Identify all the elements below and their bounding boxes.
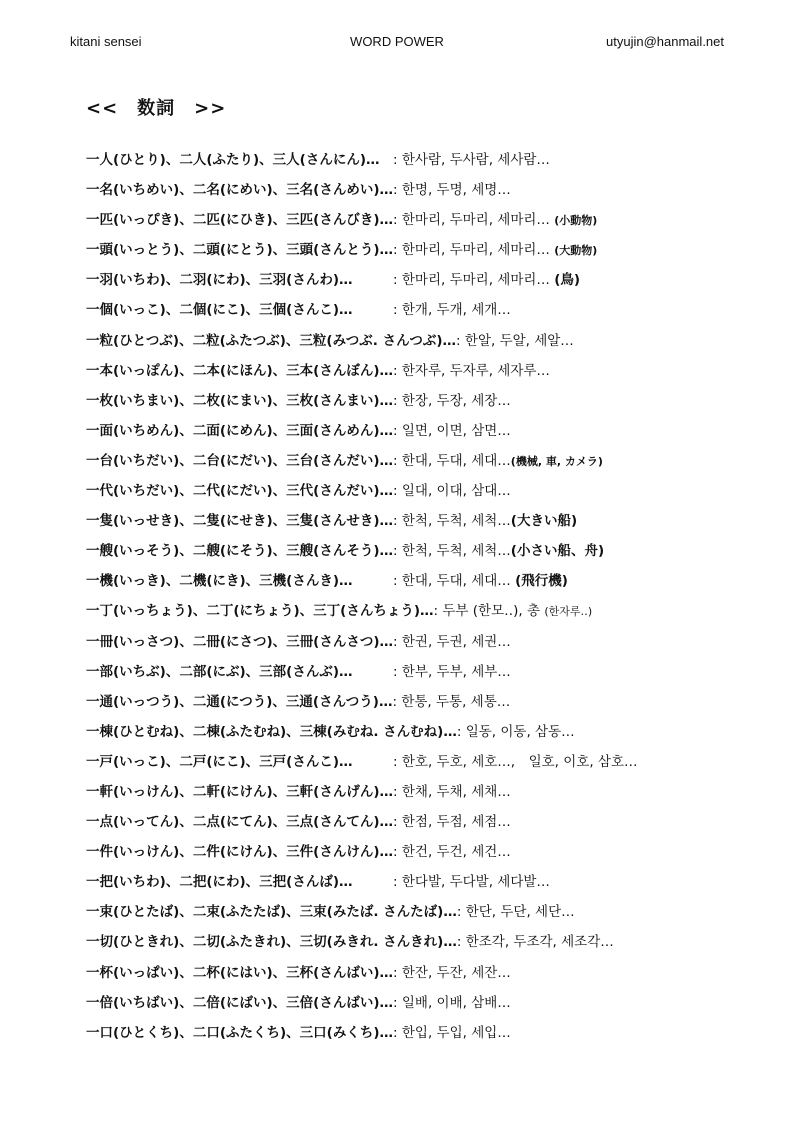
list-item	[86, 145, 776, 175]
korean-translation: 한대, 두대, 세대…	[397, 573, 511, 590]
separator: :	[456, 332, 461, 349]
usage-note: (大きい船)	[510, 513, 578, 530]
japanese-counter: 一台(いちだい)、二台(にだい)、三台(さんだい)…	[86, 452, 394, 469]
korean-translation: 한명, 두명, 세명…	[397, 182, 511, 199]
usage-note: (小動物)	[554, 214, 598, 228]
separator: :	[352, 663, 398, 680]
japanese-counter: 一倍(いちばい)、二倍(にばい)、三倍(さんばい)…	[86, 994, 394, 1011]
list-item	[86, 807, 776, 837]
list-item	[86, 867, 776, 897]
list-item	[86, 747, 776, 777]
list-item	[86, 958, 776, 988]
usage-note: (한자루‥)	[544, 605, 593, 619]
japanese-counter: 一個(いっこ)、二個(にこ)、三個(さんこ)…	[86, 302, 353, 319]
korean-translation: 일면, 이면, 삼면…	[397, 422, 511, 439]
korean-translation: 한권, 두권, 세권…	[397, 633, 511, 650]
japanese-counter: 一部(いちぶ)、二部(にぶ)、三部(さんぶ)…	[86, 663, 353, 680]
japanese-counter: 一束(ひとたば)、二束(ふたたば)、三束(みたば. さんたば)…	[86, 904, 457, 921]
separator: :	[393, 212, 398, 229]
korean-translation: 한조각, 두조각, 세조각…	[461, 934, 614, 951]
list-item	[86, 295, 776, 325]
separator: :	[393, 362, 398, 379]
korean-translation: 한단, 두단, 세단…	[461, 904, 575, 921]
japanese-counter: 一面(いちめん)、二面(にめん)、三面(さんめん)…	[86, 422, 394, 439]
usage-note: (飛行機)	[515, 573, 568, 590]
usage-note: (鳥)	[554, 272, 581, 289]
separator: :	[393, 182, 398, 199]
japanese-counter: 一本(いっぽん)、二本(にほん)、三本(さんぼん)…	[86, 362, 394, 379]
separator: :	[352, 573, 398, 590]
japanese-counter: 一把(いちわ)、二把(にわ)、三把(さんば)…	[86, 874, 353, 891]
separator: :	[393, 844, 398, 861]
list-item	[86, 927, 776, 957]
japanese-counter: 一通(いっつう)、二通(につう)、三通(さんつう)…	[86, 693, 393, 710]
list-item	[86, 175, 776, 205]
japanese-counter: 一人(ひとり)、二人(ふたり)、三人(さんにん)…	[86, 152, 380, 168]
list-item	[86, 988, 776, 1018]
korean-translation: 한부, 두부, 세부…	[397, 663, 511, 680]
japanese-counter: 一羽(いちわ)、二羽(にわ)、三羽(さんわ)…	[86, 272, 353, 289]
list-item	[86, 657, 776, 687]
usage-note: (大動物)	[554, 244, 598, 258]
japanese-counter: 一名(いちめい)、二名(にめい)、三名(さんめい)…	[86, 182, 394, 199]
list-item	[86, 235, 776, 265]
korean-translation: 한장, 두장, 세장…	[397, 392, 511, 409]
japanese-counter: 一丁(いっちょう)、二丁(にちょう)、三丁(さんちょう)…	[86, 603, 434, 620]
japanese-counter: 一隻(いっせき)、二隻(にせき)、三隻(さんせき)…	[86, 513, 394, 530]
separator: :	[393, 422, 398, 439]
list-item	[86, 1018, 776, 1048]
korean-translation: 한입, 두입, 세입…	[397, 1024, 511, 1041]
japanese-counter: 一冊(いっさつ)、二冊(にさつ)、三冊(さんさつ)…	[86, 633, 394, 650]
separator: :	[393, 994, 398, 1011]
list-item	[86, 717, 776, 747]
korean-translation: 한자루, 두자루, 세자루…	[397, 362, 550, 379]
korean-translation: 한대, 두대, 세대…	[397, 452, 511, 469]
japanese-counter: 一点(いってん)、二点(にてん)、三点(さんてん)…	[86, 814, 394, 831]
list-item	[86, 476, 776, 506]
korean-translation: 일대, 이대, 삼대…	[397, 483, 511, 500]
separator: :	[393, 543, 398, 560]
list-item	[86, 837, 776, 867]
separator: :	[393, 242, 398, 259]
separator: :	[393, 964, 398, 981]
list-item	[86, 265, 776, 295]
japanese-counter: 一戸(いっこ)、二戸(にこ)、三戸(さんこ)…	[86, 753, 353, 770]
korean-translation: 한마리, 두마리, 세마리…	[397, 272, 550, 289]
list-item	[86, 416, 776, 446]
japanese-counter: 一粒(ひとつぶ)、二粒(ふたつぶ)、三粒(みつぶ. さんつぶ)…	[86, 332, 457, 349]
korean-translation: 한사람, 두사람, 세사람…	[397, 152, 550, 168]
list-item	[86, 356, 776, 386]
korean-translation: 한마리, 두마리, 세마리…	[397, 212, 550, 229]
list-item	[86, 777, 776, 807]
separator: :	[352, 753, 398, 770]
korean-translation: 한통, 두통, 세통…	[397, 693, 511, 710]
page-title: << 数詞 >>	[86, 98, 227, 119]
japanese-counter: 一枚(いちまい)、二枚(にまい)、三枚(さんまい)…	[86, 392, 394, 409]
korean-translation: 한잔, 두잔, 세잔…	[397, 964, 511, 981]
japanese-counter: 一艘(いっそう)、二艘(にそう)、三艘(さんそう)…	[86, 543, 394, 560]
list-item	[86, 687, 776, 717]
japanese-counter: 一頭(いっとう)、二頭(にとう)、三頭(さんとう)…	[86, 242, 394, 259]
list-item	[86, 627, 776, 657]
korean-translation: 한점, 두점, 세점…	[397, 814, 511, 831]
korean-translation: 일동, 이동, 삼동…	[461, 723, 575, 740]
japanese-counter: 一杯(いっぱい)、二杯(にはい)、三杯(さんばい)…	[86, 964, 394, 981]
separator: :	[456, 934, 462, 951]
korean-translation: 한마리, 두마리, 세마리…	[397, 242, 550, 259]
separator: :	[393, 1024, 398, 1041]
separator: :	[352, 302, 398, 319]
korean-translation: 두부 (한모‥), 총	[438, 603, 541, 620]
separator: :	[393, 392, 398, 409]
list-item	[86, 205, 776, 235]
japanese-counter: 一棟(ひとむね)、二棟(ふたむね)、三棟(みむね. さんむね)…	[86, 723, 457, 740]
list-item	[86, 897, 776, 927]
list-item	[86, 596, 776, 626]
separator: :	[392, 693, 398, 710]
korean-translation: 한호, 두호, 세호…, 일호, 이호, 삼호…	[397, 753, 638, 770]
separator: :	[433, 603, 439, 620]
separator: :	[393, 483, 398, 500]
separator: :	[379, 152, 398, 168]
separator: :	[393, 783, 398, 800]
separator: :	[456, 904, 462, 921]
list-item	[86, 326, 776, 356]
japanese-counter: 一匹(いっぴき)、二匹(にひき)、三匹(さんびき)…	[86, 212, 394, 229]
usage-note: (小さい船、舟)	[510, 543, 605, 560]
list-item	[86, 386, 776, 416]
japanese-counter: 一代(いちだい)、二代(にだい)、三代(さんだい)…	[86, 483, 394, 500]
korean-translation: 한개, 두개, 세개…	[397, 302, 511, 319]
counter-list	[86, 145, 776, 1048]
separator: :	[393, 513, 398, 530]
header-title: WORD POWER	[350, 34, 444, 49]
korean-translation: 한채, 두채, 세채…	[397, 783, 511, 800]
list-item	[86, 566, 776, 596]
separator: :	[393, 814, 398, 831]
korean-translation: 한척, 두척, 세척…	[397, 513, 511, 530]
separator: :	[393, 452, 398, 469]
korean-translation: 한다발, 두다발, 세다발…	[397, 874, 550, 891]
separator: :	[393, 633, 398, 650]
list-item	[86, 536, 776, 566]
header-email: utyujin@hanmail.net	[606, 34, 724, 49]
korean-translation: 한알, 두알, 세알…	[460, 332, 574, 349]
korean-translation: 일배, 이배, 삼배…	[397, 994, 511, 1011]
usage-note: (機械, 車, カメラ)	[510, 454, 603, 468]
japanese-counter: 一機(いっき)、二機(にき)、三機(さんき)…	[86, 573, 353, 590]
separator: :	[352, 272, 398, 289]
header-author: kitani sensei	[70, 34, 142, 49]
japanese-counter: 一口(ひとくち)、二口(ふたくち)、三口(みくち)…	[86, 1024, 394, 1041]
list-item	[86, 506, 776, 536]
separator: :	[352, 874, 398, 891]
korean-translation: 한건, 두건, 세건…	[397, 844, 511, 861]
korean-translation: 한척, 두척, 세척…	[397, 543, 511, 560]
japanese-counter: 一切(ひときれ)、二切(ふたきれ)、三切(みきれ. さんきれ)…	[86, 934, 457, 951]
japanese-counter: 一件(いっけん)、二件(にけん)、三件(さんけん)…	[86, 844, 394, 861]
separator: :	[456, 723, 462, 740]
list-item	[86, 446, 776, 476]
japanese-counter: 一軒(いっけん)、二軒(にけん)、三軒(さんげん)…	[86, 783, 394, 800]
